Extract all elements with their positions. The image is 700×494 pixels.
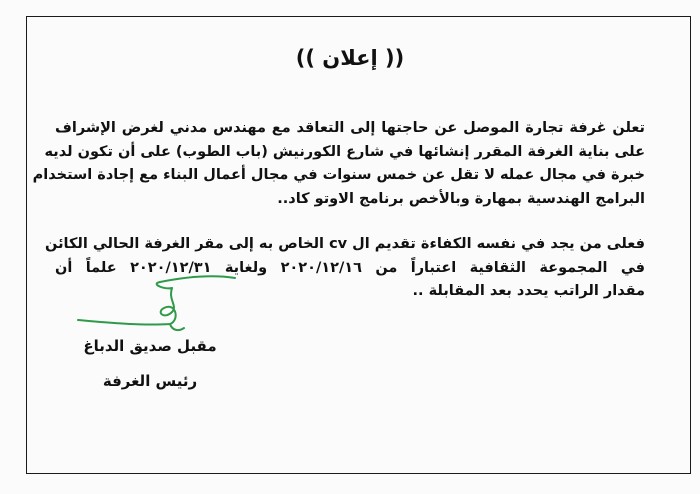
announcement-title: (( إعلان )) xyxy=(295,46,405,70)
paragraph-1-line: خبرة في مجال عمله لا تقل عن خمس سنوات في مجال أعمال البناء مع إجادة استخدام xyxy=(32,167,645,183)
paragraph-2-line: مقدار الراتب يحدد بعد المقابلة .. xyxy=(412,283,645,299)
signatory-title: رئيس الغرفة xyxy=(102,372,198,390)
paragraph-1-line: على بناية الغرفة المقرر إنشائها في شارع الكورنيش (باب الطوب) على أن تكون لديه xyxy=(44,143,645,160)
signatory-name: مقبل صديق الدباغ xyxy=(83,337,217,355)
paragraph-2-line: فعلى من يجد في نفسه الكفاءة تقديم ال cv الخاص به إلى مقر الغرفة الحالي الكائن xyxy=(45,236,645,252)
paragraph-1-line: تعلن غرفة تجارة الموصل عن حاجتها إلى التعاقد مع مهندس مدني لغرض الإشراف xyxy=(55,120,645,136)
paragraph-2-line: في المجموعة الثقافية اعتباراً من ٢٠٢٠/١٢/١٦ ولغاية ٢٠٢٠/١٢/٣١ علماً أن xyxy=(55,259,645,276)
paragraph-1 xyxy=(32,117,645,211)
paragraph-1-line: البرامج الهندسية بمهارة وبالأخص برنامج الاوتو كاد.. xyxy=(277,190,645,207)
